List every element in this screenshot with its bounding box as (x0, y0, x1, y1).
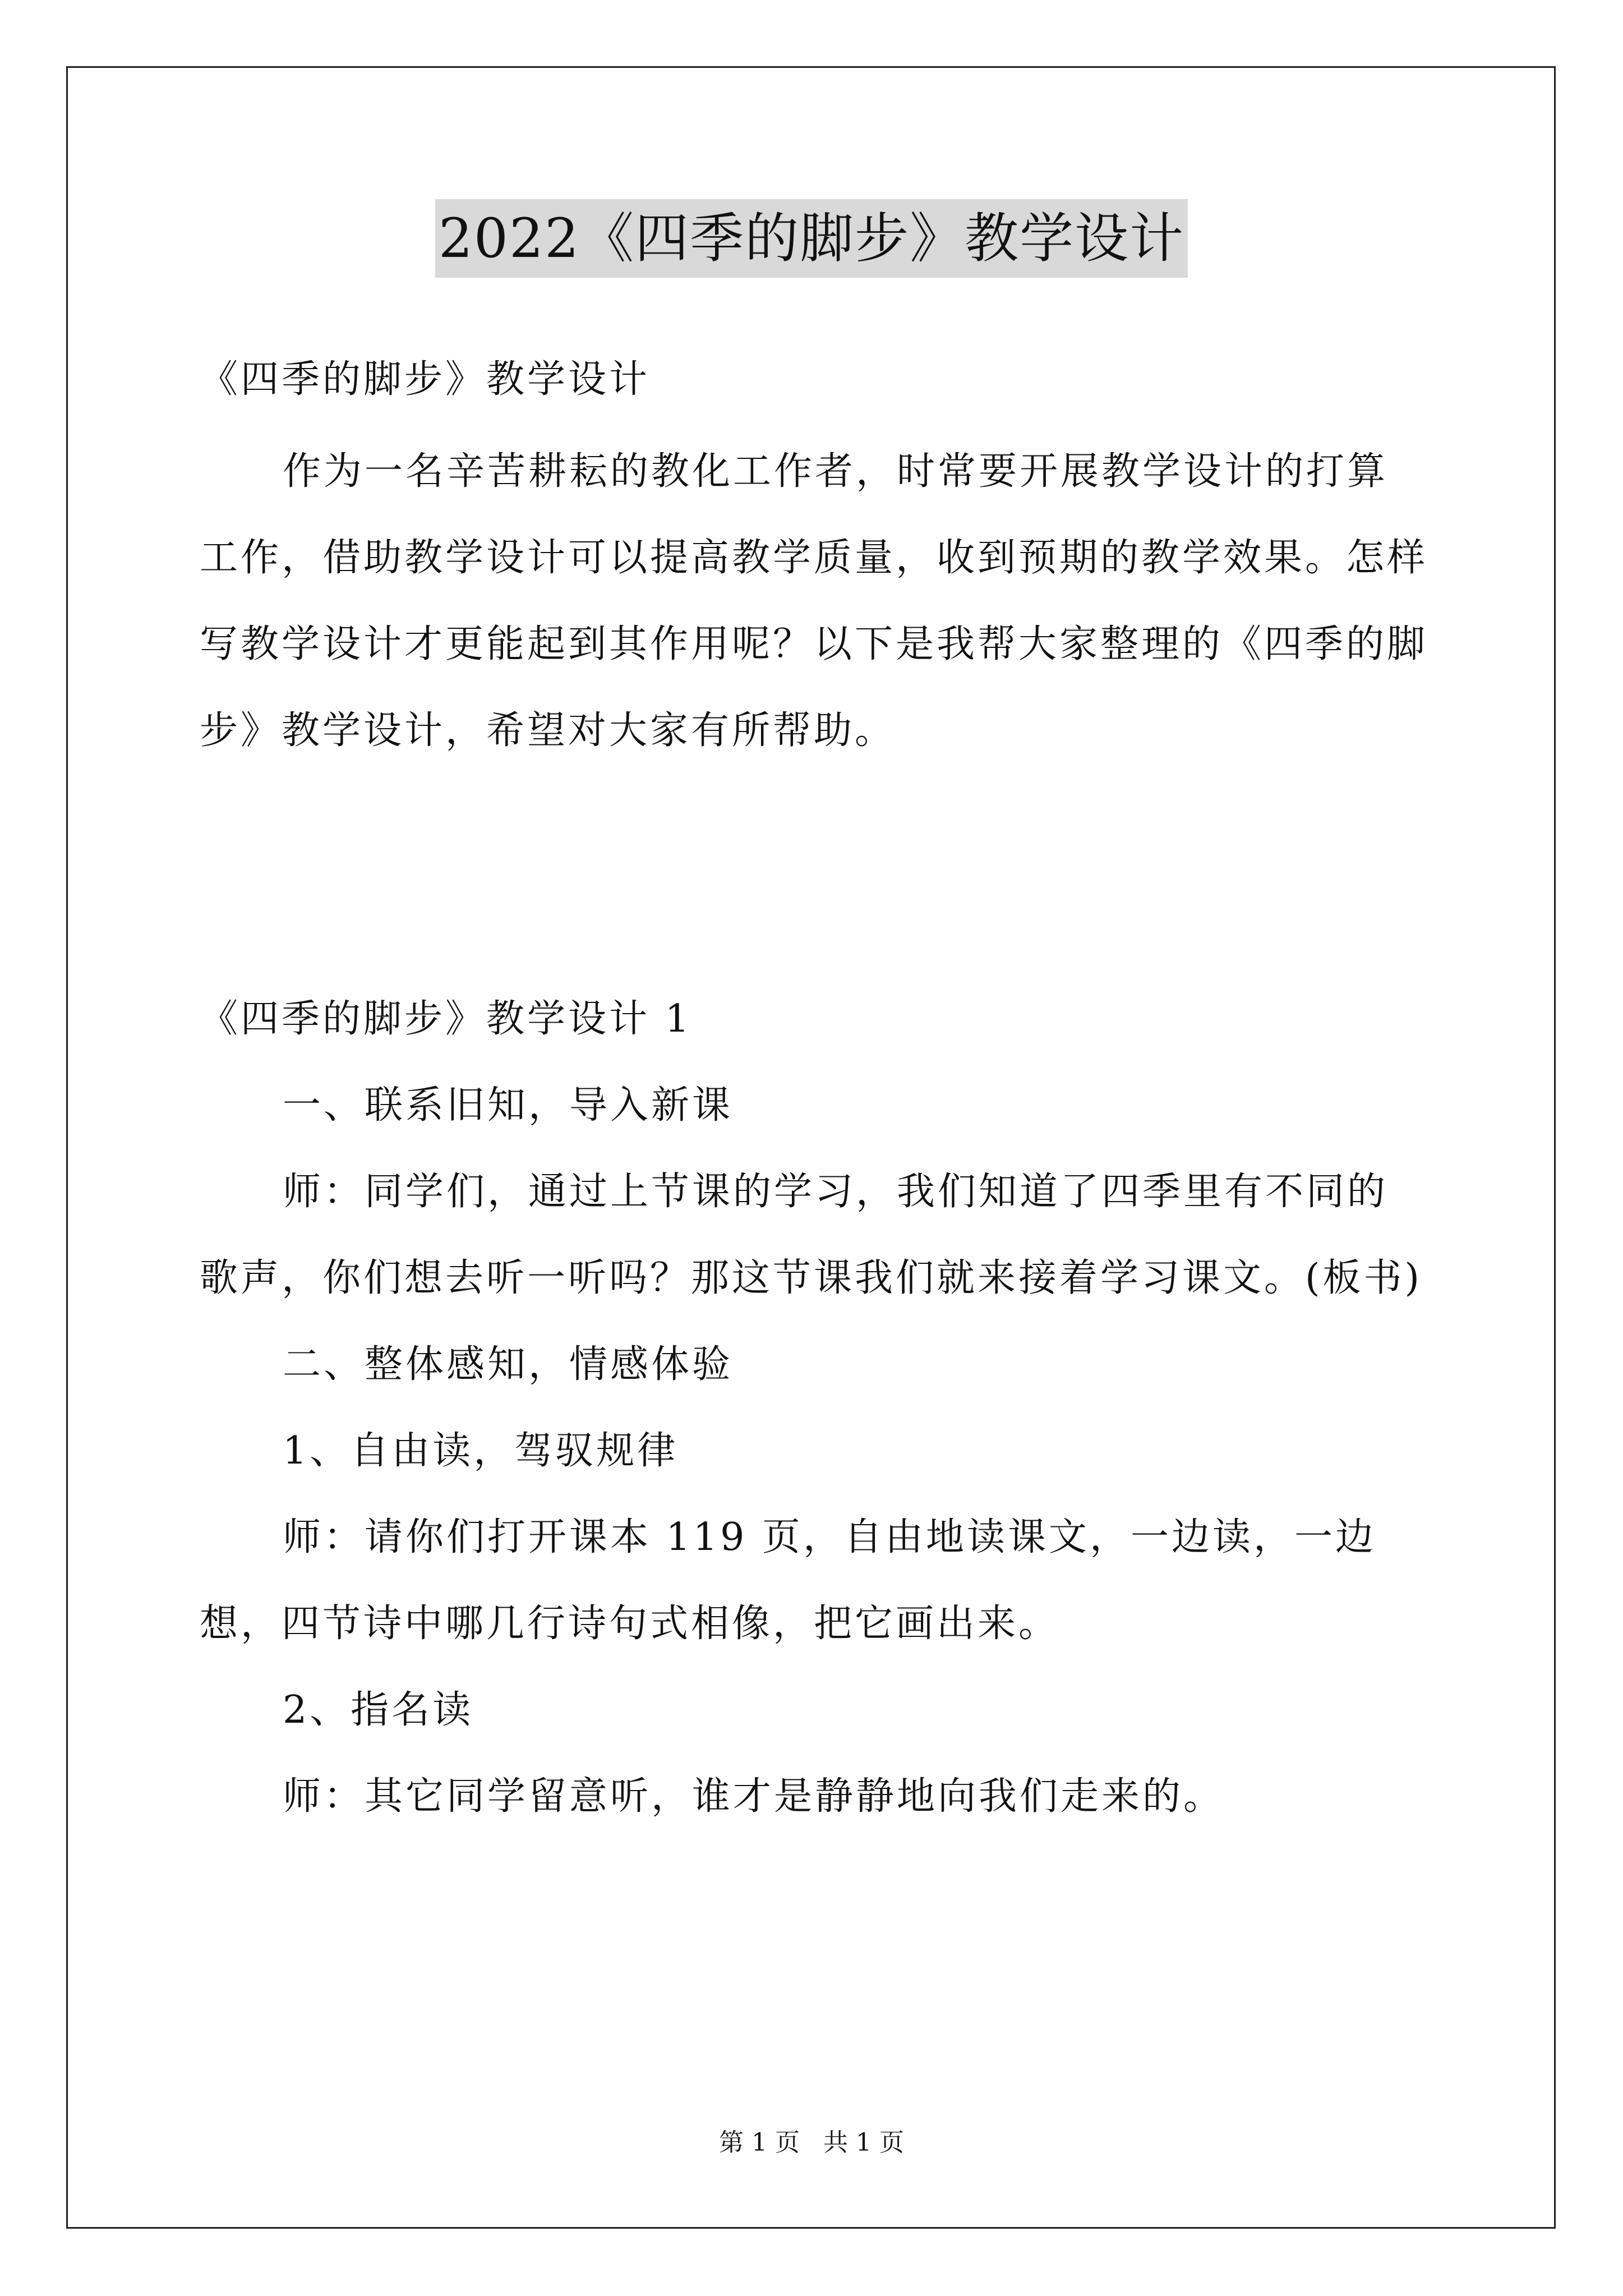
teacher-paragraph-3: 师：其它同学留意听，谁才是静静地向我们走来的。 (283, 1774, 1225, 1819)
page-footer (0, 2126, 1623, 2160)
outline-heading-1: 一、联系旧知，导入新课 (283, 1083, 734, 1128)
title-area (0, 199, 1623, 278)
document-title: 2022《四季的脚步》教学设计 (435, 199, 1188, 278)
section-heading: 《四季的脚步》教学设计 1 (200, 997, 692, 1041)
teacher-paragraph-2: 师：请你们打开课本 119 页，自由地读课文，一边读，一边想，四节诗中哪几行诗句式相像，把它画出来。 (200, 1515, 1377, 1646)
step-heading-1: 1、自由读，驾驭规律 (283, 1429, 679, 1473)
intro-paragraph: 作为一名辛苦耕耘的教化工作者，时常要开展教学设计的打算工作，借助教学设计可以提高教学质量，收到预期的教学效果。怎样写教学设计才更能起到其作用呢？以下是我帮大家整理的《四季的脚步》教学设计，希望对大家有所帮助。 (200, 449, 1428, 753)
section-body (200, 976, 1428, 1840)
outline-heading-2: 二、整体感知，情感体验 (283, 1342, 734, 1387)
page-number: 第 1 页 (719, 2128, 800, 2157)
teacher-paragraph-1: 师：同学们，通过上节课的学习，我们知道了四季里有不同的歌声，你们想去听一听吗？那这节课我们就来接着学习课文。(板书) (200, 1170, 1423, 1300)
document-body (200, 337, 1428, 774)
page-total: 共 1 页 (823, 2128, 904, 2157)
subtitle-paragraph: 《四季的脚步》教学设计 (200, 357, 651, 402)
step-heading-2: 2、指名读 (283, 1688, 474, 1732)
